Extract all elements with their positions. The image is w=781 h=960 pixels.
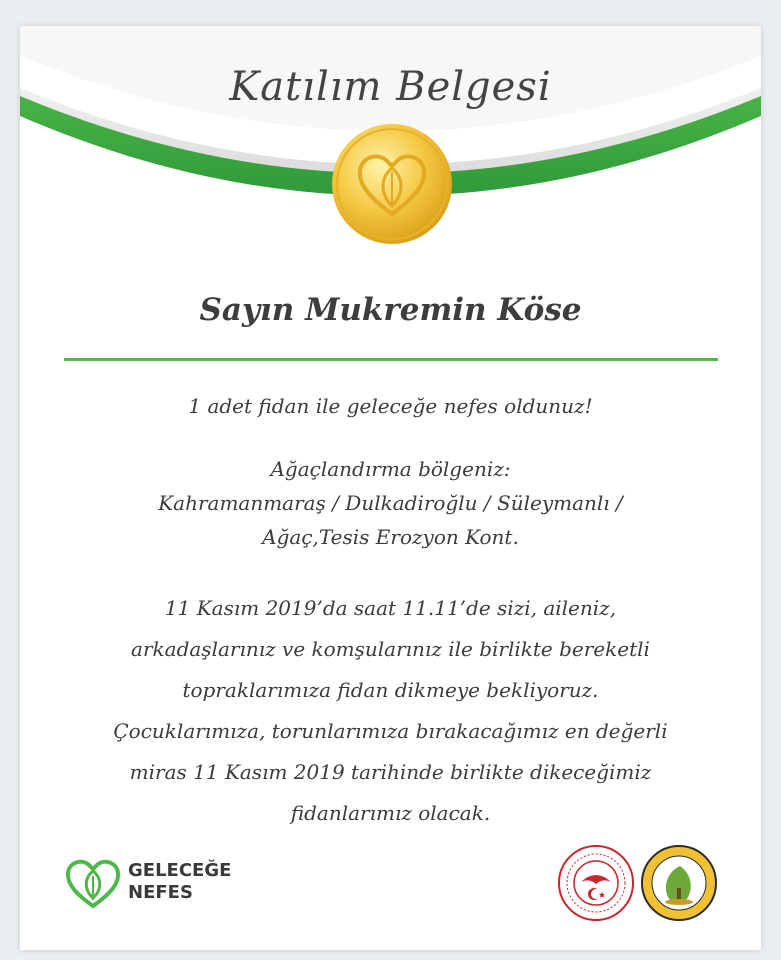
region-line: Kahramanmaraş / Dulkadiroğlu / Süleymanlı / <box>158 491 623 515</box>
message-line: topraklarımıza fidan dikmeye bekliyoruz. <box>182 678 599 702</box>
certificate-title: Katılım Belgesi <box>229 64 552 110</box>
recipient-name: Sayın Mukremin Köse <box>199 292 582 328</box>
message-line: miras 11 Kasım 2019 tarihinde birlikte dikeceğimiz <box>129 760 652 784</box>
message-line: fidanlarımız olacak. <box>290 801 491 825</box>
certificate-card <box>20 26 761 950</box>
message-line: Çocuklarımıza, torunlarımıza bırakacağımız en değerli <box>113 719 668 743</box>
message-line: 11 Kasım 2019’da saat 11.11’de sizi, aileniz, <box>164 596 617 620</box>
ogm-seal-icon <box>640 844 718 922</box>
gelecege-nefes-logo <box>64 854 244 910</box>
gold-medal-icon <box>330 122 454 246</box>
message-line: arkadaşlarınız ve komşularınız ile birlikte bereketli <box>131 637 650 661</box>
invitation-message <box>60 588 721 834</box>
ministry-seal-icon <box>557 844 635 922</box>
region-line: Ağaç,Tesis Erozyon Kont. <box>262 525 519 549</box>
logo-text <box>128 860 231 904</box>
region-block <box>60 452 721 554</box>
heart-leaf-icon <box>64 854 122 910</box>
region-label: Ağaçlandırma bölgeniz: <box>270 457 511 481</box>
divider <box>64 358 718 361</box>
seedling-line: 1 adet fidan ile geleceğe nefes oldunuz! <box>188 394 593 418</box>
logo-line: GELECEĞE <box>128 860 232 881</box>
logo-line: NEFES <box>128 882 193 903</box>
